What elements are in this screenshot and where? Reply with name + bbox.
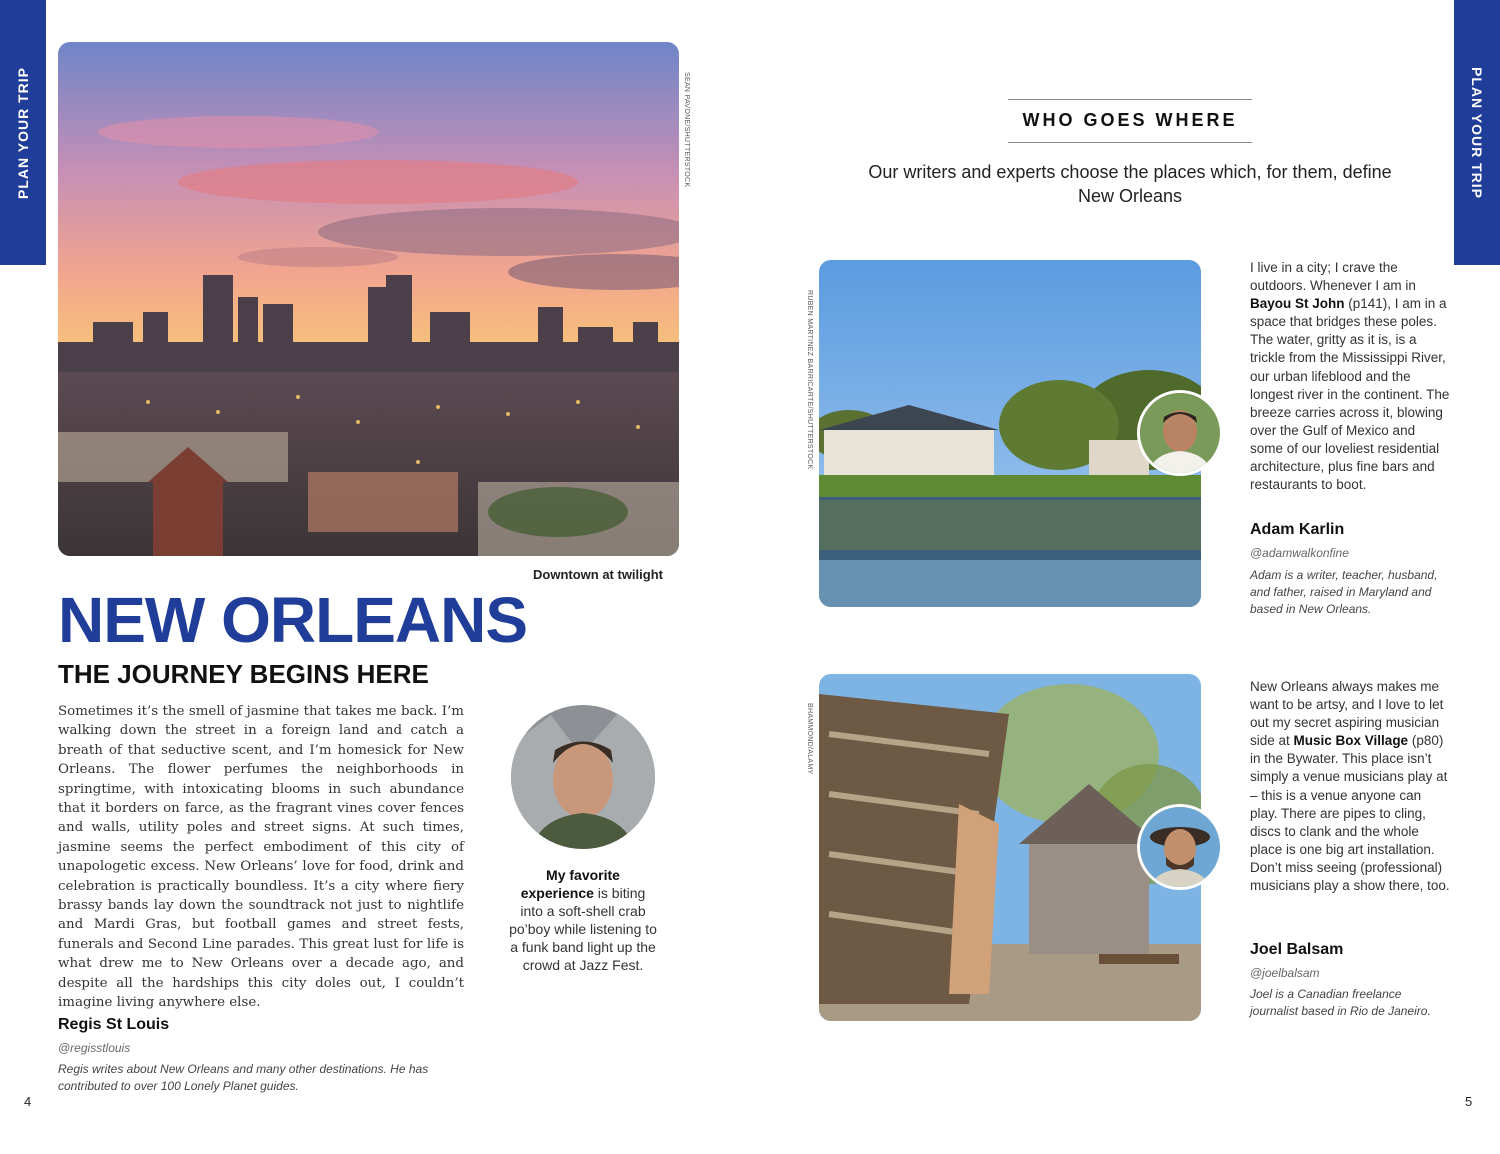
- writer-bio: Adam is a writer, teacher, husband, and father, raised in Maryland and based in New Orleans.: [1250, 568, 1438, 616]
- divider: [1008, 142, 1252, 143]
- divider: [1008, 99, 1252, 100]
- section-tab-left: [0, 0, 46, 265]
- writer-quote: [1250, 259, 1450, 494]
- quote-text: I live in a city; I crave the outdoors. Whenever I am in: [1250, 260, 1416, 294]
- photo-credit: SEAN PAVONE/SHUTTERSTOCK: [683, 72, 690, 188]
- author-bio: Regis writes about New Orleans and many other destinations. He has contributed to over 100 Lonely Planet guides.: [58, 1062, 429, 1093]
- place-name: Bayou St John: [1250, 296, 1345, 312]
- section-title: WHO GOES WHERE: [1022, 110, 1238, 130]
- photo-credit: BHAMMOND/ALAMY: [806, 703, 813, 775]
- page-title: NEW ORLEANS: [58, 584, 527, 656]
- avatar: [1137, 390, 1223, 476]
- page-number-right: 5: [1465, 1094, 1473, 1109]
- photo-credit: RUBEN MARTINEZ BARRICARTE/SHUTTERSTOCK: [806, 290, 813, 470]
- favorite-experience: [508, 866, 658, 974]
- section-tab-right: [1454, 0, 1500, 265]
- page-subtitle: THE JOURNEY BEGINS HERE: [58, 659, 429, 689]
- photo-caption: Downtown at twilight: [533, 567, 663, 582]
- writer-handle: @joelbalsam: [1250, 966, 1320, 980]
- avatar: [1137, 804, 1223, 890]
- section-subtitle: Our writers and experts choose the places which, for them, define New Orleans: [868, 162, 1392, 206]
- page-number-left: 4: [24, 1094, 32, 1109]
- hero-photo-skyline: [58, 42, 679, 556]
- section-tab-label: PLAN YOUR TRIP: [15, 66, 31, 199]
- quote-text: New Orleans always makes me want to be artsy, and I love to let out my secret aspiring musician side at: [1250, 679, 1444, 749]
- skyline-illustration: [58, 42, 679, 556]
- avatar: [511, 705, 655, 849]
- writer-quote: [1250, 678, 1450, 895]
- section-tab-label: PLAN YOUR TRIP: [1469, 66, 1485, 199]
- favorite-text: is biting into a soft-shell crab po’boy while listening to a funk band light up the crowd at Jazz Fest.: [509, 885, 657, 973]
- writer-name: Joel Balsam: [1250, 941, 1344, 958]
- quote-text: (p141), I am in a space that bridges these poles. The water, gritty as it is, is a trickle from the Mississippi River, our urban lifeblood and the longest river in the continent. The breeze carries across it, blowing over the Gulf of Mexico and some of our loveliest residential architecture, plus fine bars and restaurants to boot.: [1250, 296, 1450, 493]
- author-name: Regis St Louis: [58, 1016, 170, 1033]
- writer-handle: @adamwalkonfine: [1250, 546, 1349, 560]
- quote-text: (p80) in the Bywater. This place isn’t simply a venue musicians play at – this is a venue anyone can play. There are pipes to cling, discs to clank and the whole place is one big art installation. Don’t miss seeing (professional) musicians play a show there, too.: [1250, 733, 1450, 894]
- favorite-label: My favorite experience: [520, 867, 620, 901]
- intro-body: Sometimes it’s the smell of jasmine that takes me back. I’m walking down the street in a foreign land and catch a breath of that seductive scent, and I’m homesick for New Orleans. The flower perfumes the neighborhoods in springtime, with intoxicating blooms in such abundance that it borders on farce, as the fragrant vines cover fences and walls, utility poles and street signs. At such times, jasmine seems the perfect embodiment of this city of unapologetic excess. New Orleans’ love for food, drink and celebration is practically boundless. It’s a city where fiery brassy bands lay down the soundtrack not just to nightlife and Mardi Gras, but football games and street fests, funerals and Second Line parades. This great lust for life is what drew me to New Orleans over a decade ago, and despite all the hardships this city doles out, I couldn’t imagine living anywhere else.: [58, 704, 464, 1011]
- place-name: Music Box Village: [1293, 733, 1409, 749]
- author-handle: @regisstlouis: [58, 1041, 131, 1055]
- writer-name: Adam Karlin: [1250, 521, 1345, 538]
- writer-bio: Joel is a Canadian freelance journalist based in Rio de Janeiro.: [1250, 987, 1431, 1018]
